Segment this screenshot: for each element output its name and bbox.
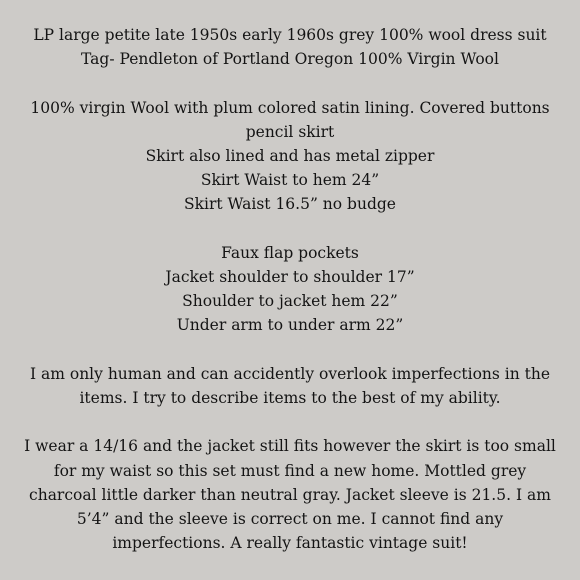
skirt-waist-line: Skirt Waist 16.5” no budge bbox=[184, 195, 396, 214]
fit-notes-line: for my waist so this set must find a new home. Mottled grey bbox=[53, 461, 527, 480]
disclaimer-line: items. I try to describe items to the best of my ability. bbox=[79, 389, 501, 407]
jacket-length-line: Shoulder to jacket hem 22” bbox=[182, 292, 398, 311]
jacket-underarm-line: Under arm to under arm 22” bbox=[176, 316, 404, 335]
material-block bbox=[0, 96, 580, 217]
title-line: LP large petite late 1950s early 1960s grey 100% wool dress suit bbox=[33, 26, 547, 44]
skirt-style-line: pencil skirt bbox=[245, 122, 335, 141]
fit-notes-line: 5’4” and the sleeve is correct on me. I cannot find any bbox=[76, 510, 504, 528]
skirt-length-line: Skirt Waist to hem 24” bbox=[200, 171, 380, 190]
skirt-lining-line: Skirt also lined and has metal zipper bbox=[145, 147, 435, 165]
fit-notes-line: I wear a 14/16 and the jacket still fits however the skirt is too small bbox=[24, 437, 556, 456]
disclaimer-block bbox=[0, 362, 580, 410]
fit-notes-block bbox=[0, 434, 580, 555]
paragraph-gap bbox=[0, 410, 580, 434]
title-block bbox=[0, 23, 580, 71]
fit-notes-line: imperfections. A really fantastic vintage suit! bbox=[112, 534, 468, 553]
tag-line: Tag- Pendleton of Portland Oregon 100% Virgin Wool bbox=[81, 50, 499, 69]
disclaimer-line: I am only human and can accidently overlook imperfections in the bbox=[29, 364, 551, 383]
fit-notes-line: charcoal little darker than neutral gray. Jacket sleeve is 21.5. I am bbox=[29, 485, 551, 504]
paragraph-gap bbox=[0, 338, 580, 362]
material-line: 100% virgin Wool with plum colored satin lining. Covered buttons bbox=[30, 98, 550, 117]
jacket-block bbox=[0, 241, 580, 338]
paragraph-gap bbox=[0, 217, 580, 241]
paragraph-gap bbox=[0, 71, 580, 95]
jacket-shoulders-line: Jacket shoulder to shoulder 17” bbox=[165, 268, 415, 286]
pockets-line: Faux flap pockets bbox=[221, 243, 359, 262]
